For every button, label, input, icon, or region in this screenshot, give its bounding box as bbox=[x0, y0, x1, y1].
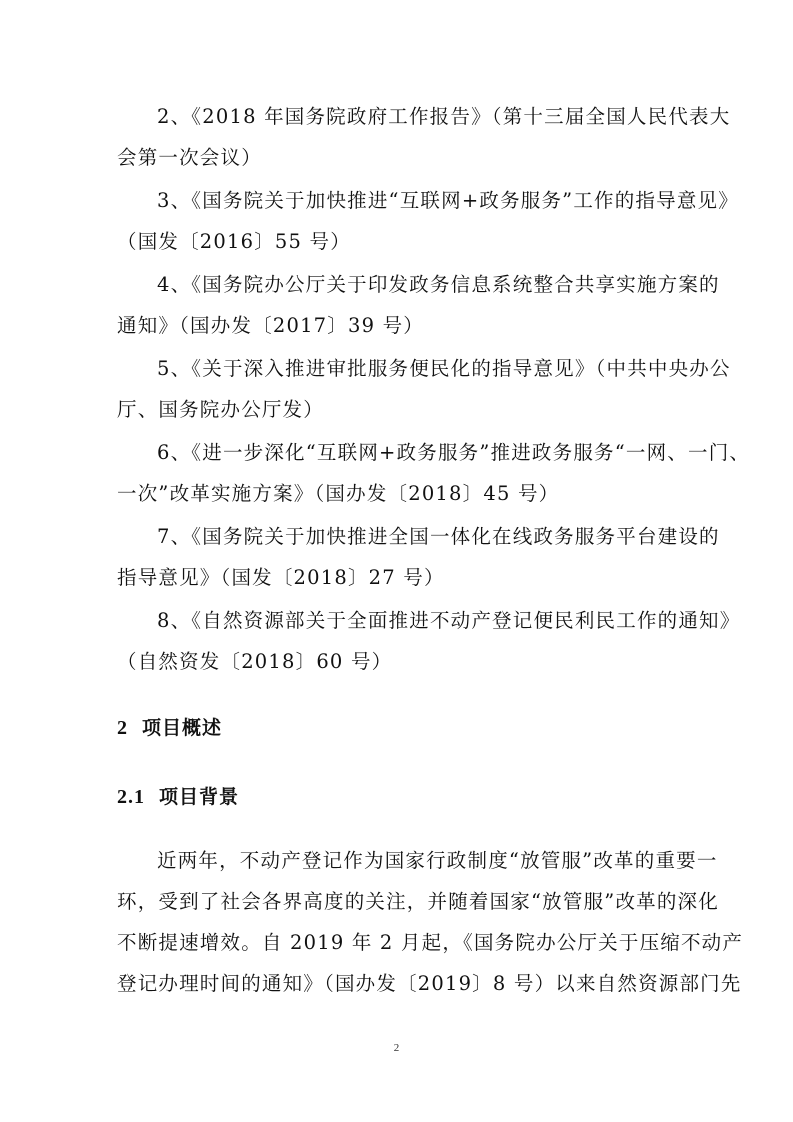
paragraph-line: 环，受到了社会各界高度的关注，并随着国家“放管服”改革的深化 bbox=[117, 890, 719, 913]
reference-line: 4、《国务院办公厅关于印发政务信息系统整合共享实施方案的 bbox=[157, 273, 720, 296]
section-heading bbox=[117, 712, 222, 743]
paragraph-line: 登记办理时间的通知》（国办发〔2019〕8 号）以来自然资源部门先 bbox=[117, 972, 742, 995]
reference-line: （国发〔2016〕55 号） bbox=[117, 230, 351, 253]
reference-item-6 bbox=[117, 432, 751, 514]
reference-line: （自然资发〔2018〕60 号） bbox=[117, 650, 393, 673]
background-paragraph bbox=[117, 840, 744, 1004]
reference-line: 3、《国务院关于加快推进“互联网+政务服务”工作的指导意见》 bbox=[157, 189, 739, 212]
page-number: 2 bbox=[393, 1042, 400, 1054]
reference-item-2 bbox=[117, 96, 731, 178]
reference-line: 2、《2018 年国务院政府工作报告》（第十三届全国人民代表大 bbox=[157, 105, 731, 128]
reference-line: 指导意见》（国发〔2018〕27 号） bbox=[117, 566, 445, 589]
paragraph-line: 近两年，不动产登记作为国家行政制度“放管服”改革的重要一 bbox=[157, 849, 718, 872]
reference-line: 7、《国务院关于加快推进全国一体化在线政务服务平台建设的 bbox=[157, 525, 720, 548]
reference-line: 会第一次会议） bbox=[117, 146, 262, 169]
reference-item-7 bbox=[117, 516, 720, 598]
paragraph-line: 不断提速增效。自 2019 年 2 月起，《国务院办公厅关于压缩不动产 bbox=[117, 931, 744, 954]
reference-item-5 bbox=[117, 348, 731, 430]
reference-line: 6、《进一步深化“互联网+政务服务”推进政务服务“一网、一门、 bbox=[157, 441, 751, 464]
reference-line: 一次”改革实施方案》（国办发〔2018〕45 号） bbox=[117, 482, 560, 505]
section-title: 项目概述 bbox=[142, 717, 223, 739]
section-number: 2 bbox=[117, 717, 128, 739]
reference-item-3 bbox=[117, 180, 739, 262]
reference-line: 5、《关于深入推进审批服务便民化的指导意见》（中共中央办公 bbox=[157, 357, 731, 380]
subsection-number: 2.1 bbox=[117, 786, 145, 808]
reference-line: 厅、国务院办公厅发） bbox=[117, 398, 325, 421]
reference-line: 8、《自然资源部关于全面推进不动产登记便民利民工作的通知》 bbox=[157, 609, 741, 632]
subsection-title: 项目背景 bbox=[159, 786, 240, 808]
reference-item-4 bbox=[117, 264, 720, 346]
reference-item-8 bbox=[117, 600, 741, 682]
reference-line: 通知》（国办发〔2017〕39 号） bbox=[117, 314, 424, 337]
subsection-heading bbox=[117, 781, 239, 812]
